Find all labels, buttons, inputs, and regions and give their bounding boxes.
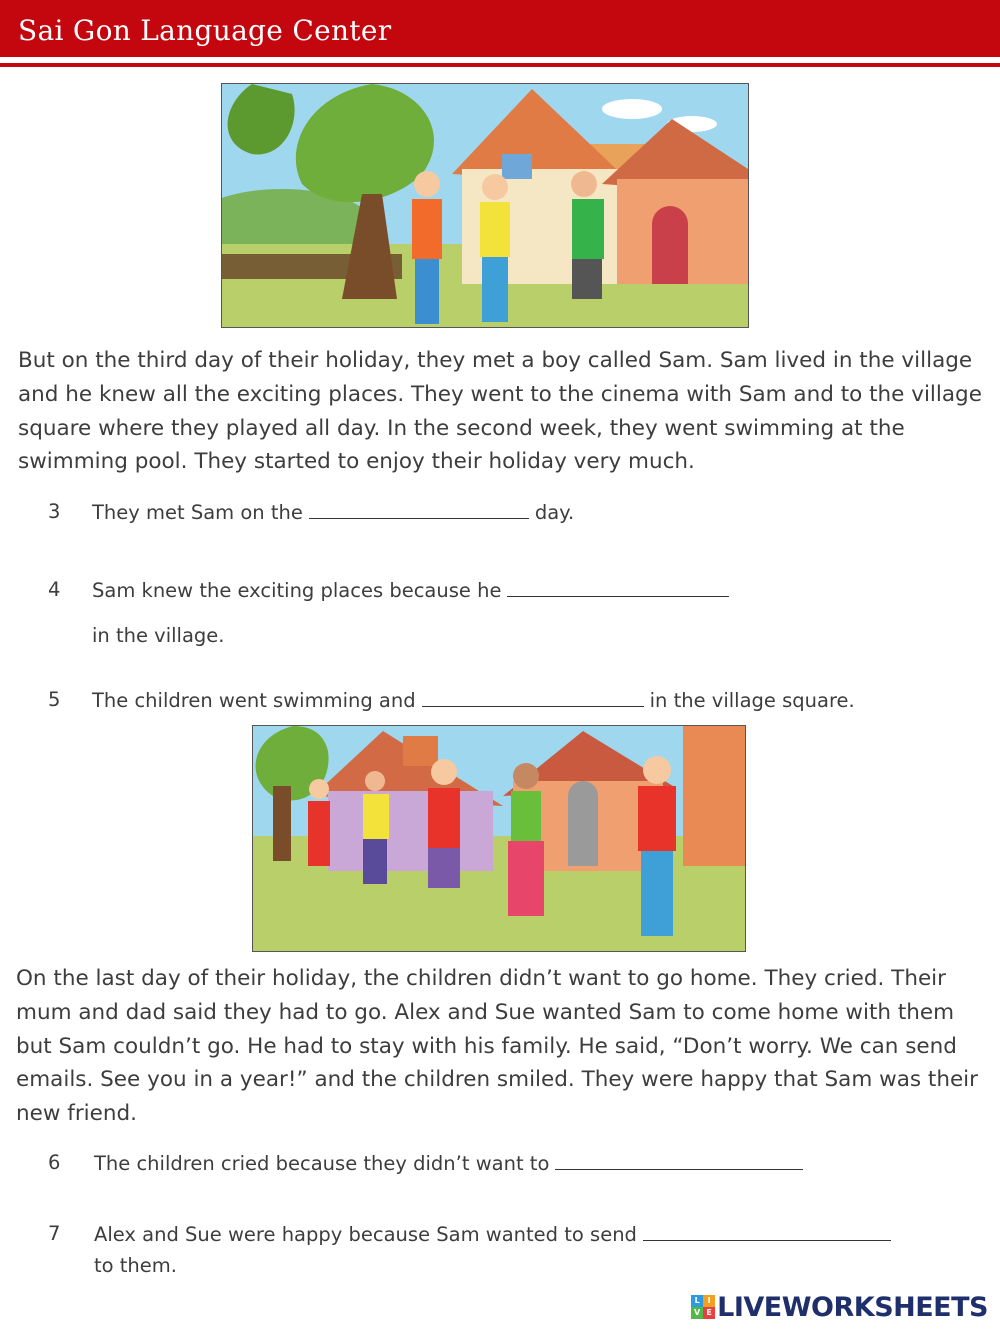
header-bar <box>0 0 1000 57</box>
story-paragraph-2: On the last day of their holiday, the children didn’t want to go home. They cried. Their mum and dad said they had to go. Alex and Sue wanted Sam to come home with them but Sam couldn’t go. He had to stay with his family. He said, “Don’t worry. We can send emails. See you in a year!” and the children smiled. They were happy that Sam was their new friend. <box>16 966 978 1127</box>
question-number: 4 <box>48 578 61 601</box>
header-title: Sai Gon Language Center <box>18 14 392 47</box>
story-paragraph-1: But on the third day of their holiday, they met a boy called Sam. Sam lived in the village and he knew all the exciting places. They went to the cinema with Sam and to the village square where they played all day. In the second week, they went swimming at the swimming pool. They started to enjoy their holiday very much. <box>18 348 982 475</box>
question-text: The children went swimming and <box>92 689 416 712</box>
question-number: 7 <box>48 1222 61 1245</box>
answer-blank-7[interactable] <box>643 1222 891 1241</box>
question-number: 5 <box>48 688 61 711</box>
answer-blank-6[interactable] <box>555 1151 803 1170</box>
answer-blank-3[interactable] <box>309 500 529 519</box>
header-divider <box>0 63 1000 67</box>
question-number: 3 <box>48 500 61 523</box>
illustration-children-playing <box>252 725 746 952</box>
question-text: The children cried because they didn’t want to <box>94 1152 550 1175</box>
answer-blank-4[interactable] <box>507 578 729 597</box>
question-number: 6 <box>48 1151 61 1174</box>
question-text-line2: in the village. <box>92 624 225 647</box>
illustration-children-meet-sam <box>221 83 749 328</box>
brand-text: LIVEWORKSHEETS <box>717 1291 988 1323</box>
liveworksheets-logo-icon: L I V E <box>691 1295 715 1319</box>
question-text: They met Sam on the <box>92 501 303 524</box>
question-text-line2: to them. <box>94 1254 177 1277</box>
answer-blank-5[interactable] <box>422 688 644 707</box>
question-text: Sam knew the exciting places because he <box>92 579 502 602</box>
question-text-after: in the village square. <box>649 689 855 712</box>
question-text: Alex and Sue were happy because Sam wanted to send <box>94 1223 637 1246</box>
liveworksheets-brand <box>691 1292 988 1322</box>
question-text-after: day. <box>534 501 575 524</box>
